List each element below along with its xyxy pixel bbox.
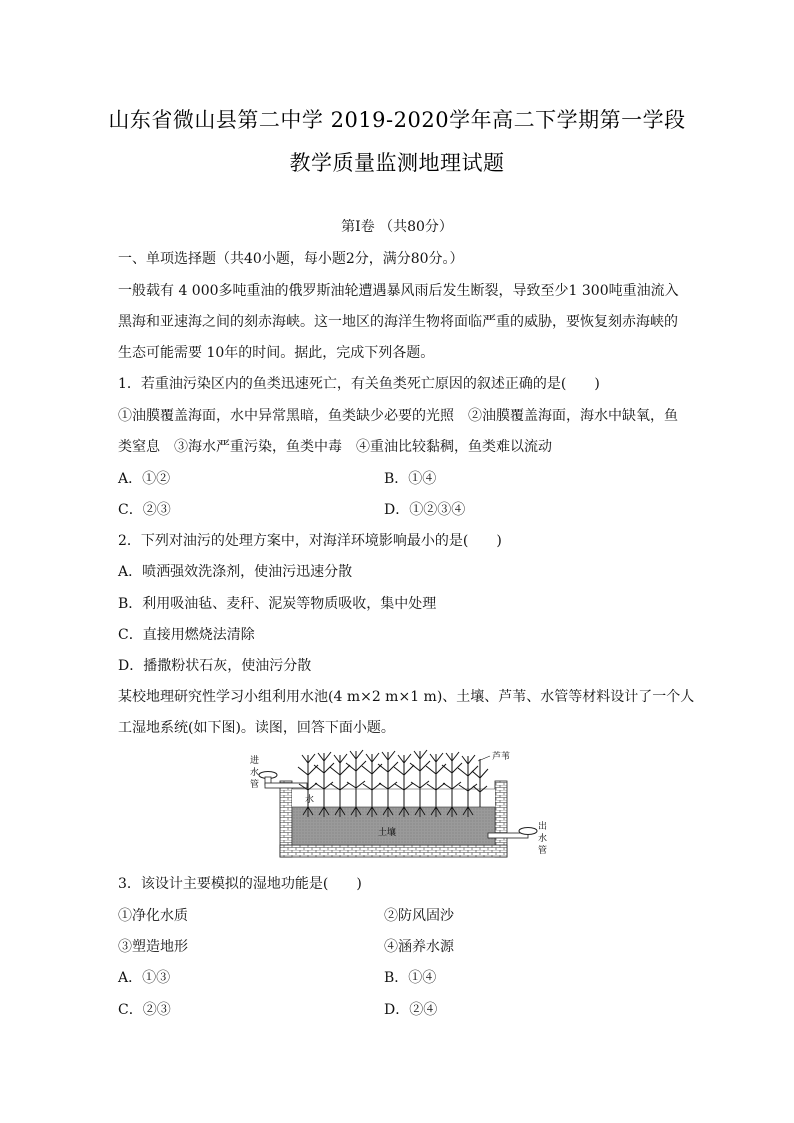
passage1-line-3: 生态可能需要 10年的时间。据此，完成下列各题。 [118,345,435,361]
q3-option-d: D．②④ [384,1002,438,1018]
q1-statement-1: ①油膜覆盖海面，水中异常黑暗，鱼类缺少必要的光照 ②油膜覆盖海面，海水中缺氧，鱼 [118,408,678,424]
q3-option-c: C．②③ [118,1002,171,1018]
q3-option-a: A．①③ [118,970,171,986]
q1-option-b: B．①④ [384,471,437,487]
wetland-diagram-svg [248,745,556,863]
title-line-1: 山东省微山县第二中学 2019-2020学年高二下学期第一学段 [108,108,686,132]
q3-statement-3: ③塑造地形 [118,939,188,955]
q1-stem: 1．若重油污染区内的鱼类迅速死亡，有关鱼类死亡原因的叙述正确的是( ) [118,376,600,392]
q3-option-b: B．①④ [384,970,437,986]
q2-option-d: D．播撒粉状石灰，使油污分散 [118,658,312,674]
water-layer [292,789,495,807]
passage1-line-2: 黑海和亚速海之间的刻赤海峡。这一地区的海洋生物将面临严重的威胁，要恢复刻赤海峡的 [118,314,678,330]
wetland-diagram [248,745,556,863]
outlet-label-2: 水 [538,834,548,844]
soil-label: 土壤 [378,828,397,838]
q2-option-c: C．直接用燃烧法清除 [118,627,255,643]
q1-option-c: C．②③ [118,502,171,518]
passage1-line-1: 一般载有 4 000多吨重油的俄罗斯油轮遭遇暴风雨后发生断裂，导致至少1 300吨重油流入 [118,283,679,299]
q1-option-d: D．①②③④ [384,502,466,518]
q1-statement-2: 类窒息 ③海水严重污染，鱼类中毒 ④重油比较黏稠，鱼类难以流动 [118,439,552,455]
q2-option-b: B．利用吸油毡、麦秆、泥炭等物质吸收，集中处理 [118,596,437,612]
q3-statement-4: ④涵养水源 [384,939,454,955]
q1-option-a: A．①② [118,471,171,487]
q3-statement-2: ②防风固沙 [384,908,454,924]
passage2-line-1: 某校地理研究性学习小组利用水池(4 m×2 m×1 m)、土壤、芦苇、水管等材料设计了一个人 [118,689,695,705]
outlet-label-3: 管 [538,846,548,856]
part1-heading: 一、单项选择题（共40小题，每小题2分，满分80分。） [118,251,464,267]
section-heading: 第Ⅰ卷 （共80分） [341,219,453,235]
pool-floor [280,845,507,857]
inlet-label-2: 水 [250,768,260,778]
q3-statement-1: ①净化水质 [118,908,188,924]
title-line-2: 教学质量监测地理试题 [289,151,505,175]
passage2-line-2: 工湿地系统(如下图)。读图，回答下面小题。 [118,720,395,736]
q2-option-a: A．喷洒强效洗涤剂，使油污迅速分散 [118,564,353,580]
inlet-label-1: 进 [250,756,260,766]
outlet-funnel [519,828,537,835]
reed-label: 芦苇 [492,752,511,762]
q3-stem: 3．该设计主要模拟的湿地功能是( ) [118,876,362,892]
water-label: 水 [305,795,315,805]
inlet-label-3: 管 [250,780,260,790]
q2-stem: 2．下列对油污的处理方案中，对海洋环境影响最小的是( ) [118,533,502,549]
outlet-label-1: 出 [538,822,548,832]
